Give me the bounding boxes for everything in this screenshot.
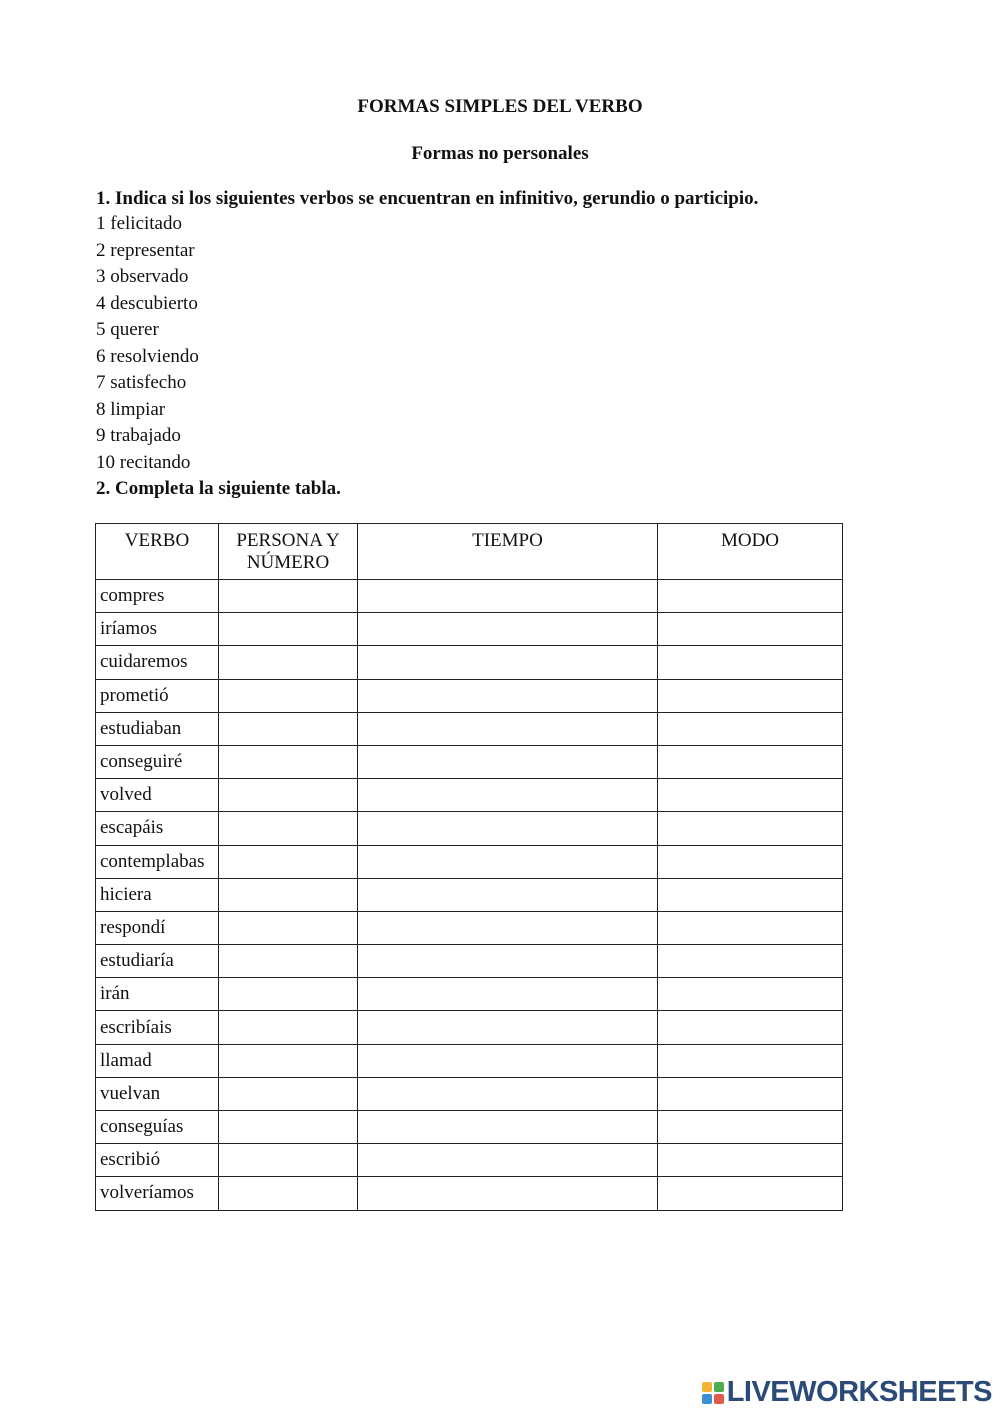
answer-cell-tiempo[interactable] bbox=[358, 911, 658, 944]
answer-cell-persona-numero[interactable] bbox=[219, 580, 358, 613]
verb-cell: conseguías bbox=[96, 1111, 219, 1144]
list-item: 8 limpiar bbox=[96, 398, 166, 420]
table-row bbox=[96, 911, 843, 944]
table-row bbox=[96, 1044, 843, 1077]
answer-cell-persona-numero[interactable] bbox=[219, 878, 358, 911]
answer-cell-modo[interactable] bbox=[658, 1011, 843, 1044]
logo-square-icon bbox=[702, 1382, 712, 1392]
list-item: 5 querer bbox=[96, 319, 159, 340]
list-item: 10 recitando bbox=[96, 451, 191, 473]
answer-cell-persona-numero[interactable] bbox=[219, 745, 358, 778]
answer-cell-modo[interactable] bbox=[658, 679, 843, 712]
table-row bbox=[96, 1111, 843, 1144]
table-row bbox=[96, 1144, 843, 1177]
answer-cell-tiempo[interactable] bbox=[358, 712, 658, 745]
answer-cell-tiempo[interactable] bbox=[358, 646, 658, 679]
table-row bbox=[96, 745, 843, 778]
column-header-persona-numero bbox=[219, 524, 358, 580]
page-subtitle: Formas no personales bbox=[411, 143, 589, 164]
list-item: 9 trabajado bbox=[96, 425, 181, 446]
answer-cell-modo[interactable] bbox=[658, 712, 843, 745]
answer-cell-tiempo[interactable] bbox=[358, 1044, 658, 1077]
table-row bbox=[96, 712, 843, 745]
answer-cell-persona-numero[interactable] bbox=[219, 1077, 358, 1110]
answer-cell-tiempo[interactable] bbox=[358, 878, 658, 911]
answer-cell-persona-numero[interactable] bbox=[219, 1177, 358, 1210]
list-item: 4 descubierto bbox=[96, 292, 198, 314]
verb-conjugation-table bbox=[95, 523, 843, 1211]
answer-cell-tiempo[interactable] bbox=[358, 580, 658, 613]
answer-cell-tiempo[interactable] bbox=[358, 845, 658, 878]
verb-cell: prometió bbox=[96, 679, 219, 712]
answer-cell-modo[interactable] bbox=[658, 646, 843, 679]
table-row bbox=[96, 679, 843, 712]
answer-cell-tiempo[interactable] bbox=[358, 1077, 658, 1110]
answer-cell-modo[interactable] bbox=[658, 1111, 843, 1144]
list-item: 2 representar bbox=[96, 239, 195, 261]
table-row bbox=[96, 845, 843, 878]
answer-cell-persona-numero[interactable] bbox=[219, 646, 358, 679]
answer-cell-modo[interactable] bbox=[658, 779, 843, 812]
verb-cell: compres bbox=[96, 580, 219, 613]
exercise-1-instruction: 1. Indica si los siguientes verbos se encuentran en infinitivo, gerundio o participio. bbox=[96, 188, 759, 209]
answer-cell-persona-numero[interactable] bbox=[219, 911, 358, 944]
answer-cell-persona-numero[interactable] bbox=[219, 613, 358, 646]
answer-cell-persona-numero[interactable] bbox=[219, 1144, 358, 1177]
answer-cell-persona-numero[interactable] bbox=[219, 945, 358, 978]
verb-cell: respondí bbox=[96, 911, 219, 944]
verb-cell: conseguiré bbox=[96, 745, 219, 778]
answer-cell-modo[interactable] bbox=[658, 745, 843, 778]
answer-cell-tiempo[interactable] bbox=[358, 1011, 658, 1044]
list-item: 6 resolviendo bbox=[96, 345, 199, 367]
table-row bbox=[96, 580, 843, 613]
column-header-persona-numero-text: PERSONA Y NÚMERO bbox=[236, 530, 340, 573]
answer-cell-tiempo[interactable] bbox=[358, 679, 658, 712]
table-row bbox=[96, 1077, 843, 1110]
verb-cell: escapáis bbox=[96, 812, 219, 845]
verb-cell: hiciera bbox=[96, 878, 219, 911]
verb-cell: escribíais bbox=[96, 1011, 219, 1044]
column-header-verbo: VERBO bbox=[96, 524, 219, 580]
list-item: 7 satisfecho bbox=[96, 372, 187, 393]
column-header-tiempo: TIEMPO bbox=[358, 524, 658, 580]
exercise-2-instruction: 2. Completa la siguiente tabla. bbox=[96, 478, 341, 499]
liveworksheets-logo bbox=[702, 1376, 992, 1409]
table-row bbox=[96, 1177, 843, 1210]
verb-cell: irán bbox=[96, 978, 219, 1011]
answer-cell-modo[interactable] bbox=[658, 1177, 843, 1210]
column-header-modo: MODO bbox=[658, 524, 843, 580]
answer-cell-modo[interactable] bbox=[658, 1077, 843, 1110]
logo-square-icon bbox=[714, 1382, 724, 1392]
verb-cell: estudiaban bbox=[96, 712, 219, 745]
answer-cell-persona-numero[interactable] bbox=[219, 1044, 358, 1077]
verb-cell: volved bbox=[96, 779, 219, 812]
answer-cell-persona-numero[interactable] bbox=[219, 1111, 358, 1144]
page-title: FORMAS SIMPLES DEL VERBO bbox=[357, 96, 643, 117]
table-row bbox=[96, 978, 843, 1011]
answer-cell-persona-numero[interactable] bbox=[219, 712, 358, 745]
exercise-1-verb-list bbox=[96, 211, 199, 476]
answer-cell-persona-numero[interactable] bbox=[219, 1011, 358, 1044]
table-header-row bbox=[96, 524, 843, 580]
table-row bbox=[96, 779, 843, 812]
answer-cell-tiempo[interactable] bbox=[358, 978, 658, 1011]
table-row bbox=[96, 646, 843, 679]
answer-cell-modo[interactable] bbox=[658, 1144, 843, 1177]
answer-cell-modo[interactable] bbox=[658, 613, 843, 646]
answer-cell-tiempo[interactable] bbox=[358, 1144, 658, 1177]
answer-cell-tiempo[interactable] bbox=[358, 613, 658, 646]
list-item: 3 observado bbox=[96, 266, 189, 287]
answer-cell-modo[interactable] bbox=[658, 878, 843, 911]
answer-cell-persona-numero[interactable] bbox=[219, 978, 358, 1011]
answer-cell-tiempo[interactable] bbox=[358, 1177, 658, 1210]
verb-cell: escribió bbox=[96, 1144, 219, 1177]
liveworksheets-logo-icon bbox=[702, 1382, 724, 1404]
verb-cell: cuidaremos bbox=[96, 646, 219, 679]
answer-cell-persona-numero[interactable] bbox=[219, 779, 358, 812]
table-row bbox=[96, 1011, 843, 1044]
answer-cell-persona-numero[interactable] bbox=[219, 845, 358, 878]
answer-cell-tiempo[interactable] bbox=[358, 1111, 658, 1144]
table-row bbox=[96, 945, 843, 978]
verb-cell: contemplabas bbox=[96, 845, 219, 878]
answer-cell-modo[interactable] bbox=[658, 945, 843, 978]
verb-cell: vuelvan bbox=[96, 1077, 219, 1110]
answer-cell-tiempo[interactable] bbox=[358, 745, 658, 778]
answer-cell-tiempo[interactable] bbox=[358, 812, 658, 845]
answer-cell-modo[interactable] bbox=[658, 845, 843, 878]
table-body bbox=[96, 580, 843, 1211]
table-row bbox=[96, 812, 843, 845]
list-item: 1 felicitado bbox=[96, 213, 182, 234]
table-row bbox=[96, 878, 843, 911]
logo-text: LIVEWORKSHEETS bbox=[726, 1376, 992, 1408]
verb-cell: estudiaría bbox=[96, 945, 219, 978]
logo-square-icon bbox=[702, 1394, 712, 1404]
table-row bbox=[96, 613, 843, 646]
answer-cell-persona-numero[interactable] bbox=[219, 812, 358, 845]
answer-cell-tiempo[interactable] bbox=[358, 945, 658, 978]
answer-cell-tiempo[interactable] bbox=[358, 779, 658, 812]
answer-cell-modo[interactable] bbox=[658, 911, 843, 944]
answer-cell-modo[interactable] bbox=[658, 978, 843, 1011]
verb-cell: volveríamos bbox=[96, 1177, 219, 1210]
logo-square-icon bbox=[714, 1394, 724, 1404]
answer-cell-modo[interactable] bbox=[658, 580, 843, 613]
answer-cell-modo[interactable] bbox=[658, 1044, 843, 1077]
answer-cell-modo[interactable] bbox=[658, 812, 843, 845]
answer-cell-persona-numero[interactable] bbox=[219, 679, 358, 712]
verb-cell: iríamos bbox=[96, 613, 219, 646]
verb-cell: llamad bbox=[96, 1044, 219, 1077]
